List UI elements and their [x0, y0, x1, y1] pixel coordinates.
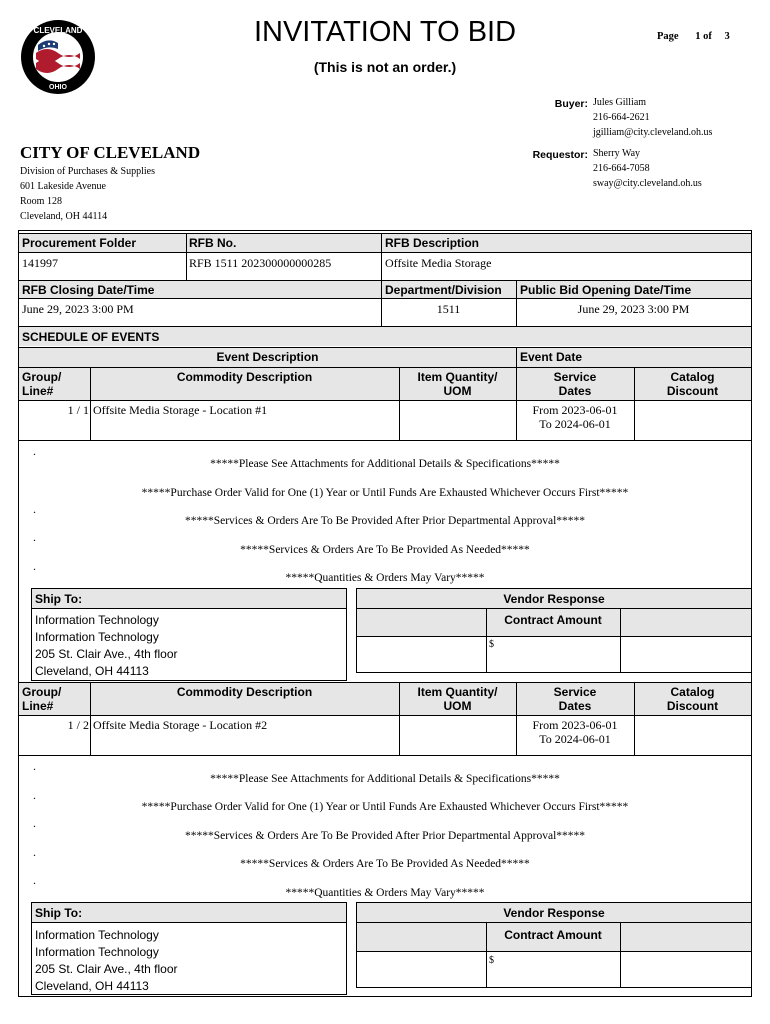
item2-col-group-line: Group/ Line#	[22, 685, 62, 713]
col-catalog: Catalog Discount	[666, 370, 719, 398]
note-dot: .	[33, 444, 36, 458]
document-title: INVITATION TO BID	[253, 16, 517, 48]
procurement-folder-label: Procurement Folder	[22, 236, 137, 250]
org-room: Room 128	[20, 196, 62, 207]
org-city: Cleveland, OH 44114	[20, 211, 108, 222]
buyer-info	[593, 95, 712, 140]
closing-label: RFB Closing Date/Time	[22, 283, 155, 297]
buyer-email: jgilliam@city.cleveland.oh.us	[593, 127, 713, 138]
item2-contract-amount-field[interactable]: $	[489, 955, 494, 966]
org-street: 601 Lakeside Avenue	[20, 181, 106, 192]
col-service-dates: Service Dates	[553, 370, 597, 398]
item1-ship-to-address: Information Technology Information Technology 205 St. Clair Ave., 4th floor Cleveland, OH 44113	[35, 613, 178, 678]
item1-note-3: *****Services & Orders Are To Be Provided After Prior Departmental Approval*****	[184, 515, 586, 527]
col-group-line: Group/ Line#	[22, 370, 62, 398]
item2-description: Offsite Media Storage - Location #2	[93, 718, 268, 732]
item2-note-2: *****Purchase Order Valid for One (1) Year or Until Funds Are Exhausted Whichever Occurs First*****	[141, 801, 629, 813]
col-commodity: Commodity Description	[176, 370, 313, 384]
item2-col-service-dates: Service Dates	[553, 685, 597, 713]
requestor-info	[593, 146, 702, 191]
page-indicator	[657, 31, 730, 42]
org-address	[20, 164, 155, 224]
department-value: 1511	[436, 302, 461, 316]
svg-text:CLEVELAND: CLEVELAND	[33, 26, 83, 35]
note-dot: .	[33, 816, 36, 830]
item2-col-qty-uom: Item Quantity/ UOM	[417, 685, 498, 713]
item2-ship-to-address: Information Technology Information Technology 205 St. Clair Ave., 4th floor Cleveland, OH 44113	[35, 928, 178, 993]
item2-service-dates: From 2023-06-01 To 2024-06-01	[532, 718, 618, 746]
requestor-label: Requestor:	[532, 149, 588, 161]
rfb-description-label: RFB Description	[385, 236, 480, 250]
note-dot: .	[33, 530, 36, 544]
note-dot: .	[33, 845, 36, 859]
page-total: 3	[724, 31, 730, 42]
buyer-phone: 216-664-2621	[593, 112, 650, 123]
org-division: Division of Purchases & Supplies	[20, 166, 155, 177]
note-dot: .	[33, 759, 36, 773]
item1-contract-amount-label: Contract Amount	[504, 613, 602, 627]
item2-note-1: *****Please See Attachments for Additional Details & Specifications*****	[210, 773, 560, 785]
department-label: Department/Division	[385, 283, 502, 297]
procurement-folder-value: 141997	[22, 256, 58, 270]
note-dot: .	[33, 502, 36, 516]
page-number: 1 of	[695, 31, 712, 42]
item1-note-2: *****Purchase Order Valid for One (1) Year or Until Funds Are Exhausted Whichever Occurs First*****	[141, 487, 629, 499]
item2-note-4: *****Services & Orders Are To Be Provided As Needed*****	[240, 858, 530, 870]
item1-ship-to-label: Ship To:	[35, 592, 83, 606]
svg-text:OHIO: OHIO	[49, 84, 67, 91]
requestor-name: Sherry Way	[593, 148, 641, 159]
buyer-label: Buyer:	[554, 98, 588, 110]
item1-note-4: *****Services & Orders Are To Be Provided As Needed*****	[240, 544, 530, 556]
note-dot: .	[33, 788, 36, 802]
event-description-label: Event Description	[216, 350, 319, 364]
item1-note-5: *****Quantities & Orders May Vary*****	[285, 572, 485, 584]
item1-line: 1 / 1	[67, 403, 89, 417]
rfb-no-value: RFB 1511 202300000000285	[189, 256, 332, 270]
opening-label: Public Bid Opening Date/Time	[520, 283, 692, 297]
item2-note-3: *****Services & Orders Are To Be Provided After Prior Departmental Approval*****	[184, 830, 586, 842]
item2-contract-amount-label: Contract Amount	[504, 928, 602, 942]
rfb-description-value: Offsite Media Storage	[385, 256, 492, 270]
note-dot: .	[33, 559, 36, 573]
buyer-name: Jules Gilliam	[593, 97, 647, 108]
org-name: CITY OF CLEVELAND	[20, 143, 201, 162]
requestor-email: sway@city.cleveland.oh.us	[593, 178, 702, 189]
page-label: Page	[657, 31, 679, 42]
note-dot: .	[33, 873, 36, 887]
item1-service-dates: From 2023-06-01 To 2024-06-01	[532, 403, 618, 431]
item2-vendor-response-label: Vendor Response	[503, 906, 605, 920]
item2-col-commodity: Commodity Description	[176, 685, 313, 699]
rfb-no-label: RFB No.	[189, 236, 237, 250]
opening-value: June 29, 2023 3:00 PM	[577, 302, 690, 316]
closing-value: June 29, 2023 3:00 PM	[22, 302, 134, 316]
event-date-label: Event Date	[520, 350, 583, 364]
item2-col-catalog: Catalog Discount	[666, 685, 719, 713]
item2-ship-to-label: Ship To:	[35, 906, 83, 920]
item1-note-1: *****Please See Attachments for Additional Details & Specifications*****	[210, 458, 560, 470]
item1-description: Offsite Media Storage - Location #1	[93, 403, 268, 417]
requestor-phone: 216-664-7058	[593, 163, 650, 174]
item2-note-5: *****Quantities & Orders May Vary*****	[285, 887, 485, 899]
item2-line: 1 / 2	[67, 718, 89, 732]
item1-vendor-response-label: Vendor Response	[503, 592, 605, 606]
col-qty-uom: Item Quantity/ UOM	[417, 370, 498, 398]
item1-contract-amount-field[interactable]: $	[489, 639, 494, 650]
schedule-label: SCHEDULE OF EVENTS	[22, 330, 160, 344]
document-subtitle: (This is not an order.)	[313, 59, 457, 75]
